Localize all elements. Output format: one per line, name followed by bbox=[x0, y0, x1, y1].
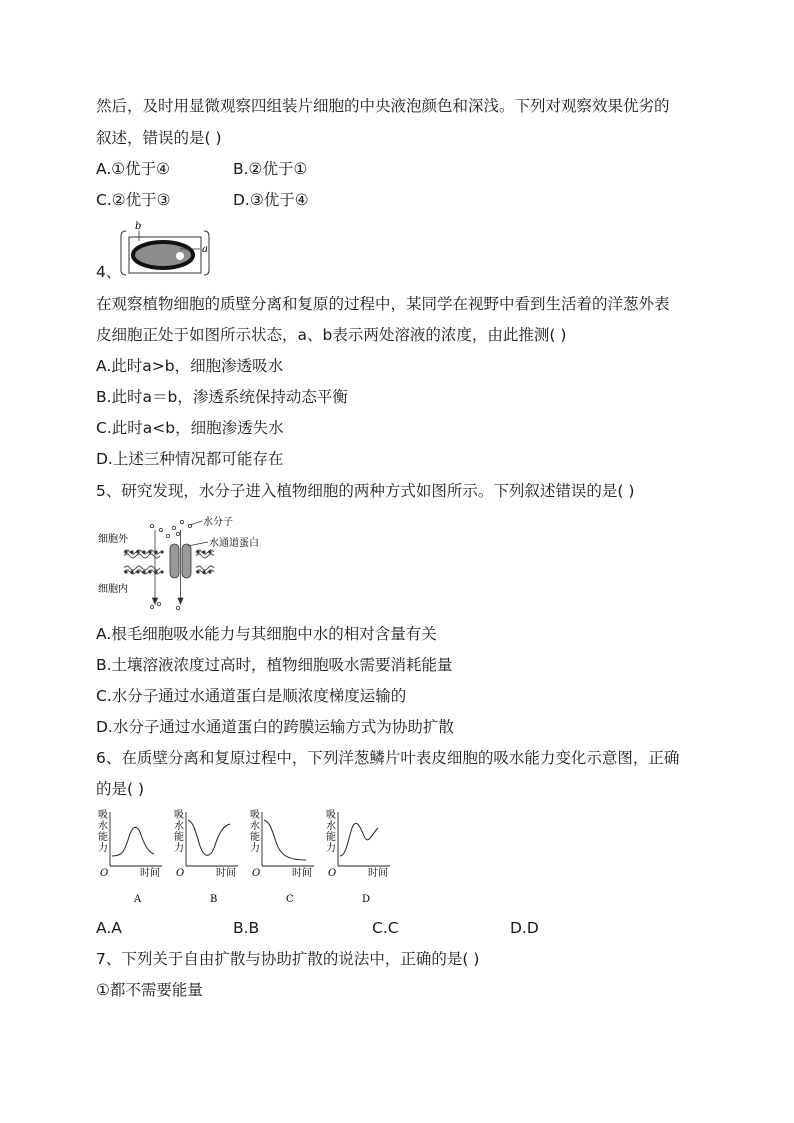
q5-option-b: B.土壤溶液浓度过高时，植物细胞吸水需要消耗能量 bbox=[96, 656, 453, 674]
q5-option-a: A.根毛细胞吸水能力与其细胞中水的相对含量有关 bbox=[96, 625, 437, 643]
q3-stem-line2: 叙述，错误的是( ) bbox=[96, 129, 222, 147]
q6-graph-c-ylabel-char: 力 bbox=[250, 843, 260, 854]
q5-stem: 5、研究发现，水分子进入植物细胞的两种方式如图所示。下列叙述错误的是( ) bbox=[96, 482, 635, 500]
q6-graph-c-xlabel: 时间 bbox=[292, 868, 312, 879]
q4-label-b: b bbox=[135, 221, 142, 232]
q3-option-a: A.①优于④ bbox=[96, 160, 171, 178]
q3-option-d: D.③优于④ bbox=[233, 191, 309, 209]
q6-graph-d-label: D bbox=[362, 894, 371, 905]
q6-option-c: C.C bbox=[372, 919, 399, 937]
q6-graph-d-ylabel-char: 吸 bbox=[326, 810, 336, 821]
q6-graph-a-ylabel-char: 力 bbox=[98, 843, 108, 854]
q6-graph-d-origin: O bbox=[328, 868, 337, 879]
q6-graph-c-ylabel-char: 吸 bbox=[250, 810, 260, 821]
q4-option-c: C.此时a<b，细胞渗透失水 bbox=[96, 419, 284, 437]
q3-option-c: C.②优于③ bbox=[96, 191, 171, 209]
q5-option-d: D.水分子通过水通道蛋白的跨膜运输方式为协助扩散 bbox=[96, 718, 454, 736]
q6-stem-line2: 的是( ) bbox=[96, 780, 145, 798]
q6-graph-b-curve bbox=[188, 820, 230, 855]
q6-option-a: A.A bbox=[96, 919, 122, 937]
q4-number: 4、 bbox=[96, 263, 122, 281]
q5-label-outside: 细胞外 bbox=[98, 534, 128, 545]
q5-label-inside: 细胞内 bbox=[98, 584, 128, 595]
q6-graph-c-ylabel-char: 水 bbox=[250, 821, 260, 832]
q6-graph-b-ylabel-char: 水 bbox=[174, 821, 184, 832]
q5-membrane-figure bbox=[96, 512, 272, 616]
q6-graph-b-ylabel-char: 能 bbox=[174, 832, 184, 843]
q6-graph-d-xlabel: 时间 bbox=[368, 868, 388, 879]
q6-graph-b-ylabel-char: 力 bbox=[174, 843, 184, 854]
q6-graph-b-label: B bbox=[210, 894, 218, 905]
q6-stem-line1: 6、在质壁分离和复原过程中，下列洋葱鳞片叶表皮细胞的吸水能力变化示意图，正确 bbox=[96, 749, 680, 767]
q5-option-c: C.水分子通过水通道蛋白是顺浓度梯度运输的 bbox=[96, 687, 407, 705]
q6-graph-d-curve bbox=[340, 823, 378, 856]
q4-stem-line1: 在观察植物细胞的质壁分离和复原的过程中，某同学在视野中看到生活着的洋葱外表 bbox=[96, 295, 670, 313]
q6-graph-d-ylabel-char: 力 bbox=[326, 843, 336, 854]
q6-graph-b-xlabel: 时间 bbox=[216, 868, 236, 879]
q6-graph-b-ylabel-char: 吸 bbox=[174, 810, 184, 821]
q6-graph-a-xlabel: 时间 bbox=[140, 868, 160, 879]
q6-graph-c-origin: O bbox=[252, 868, 261, 879]
q4-cell-figure bbox=[118, 218, 214, 280]
q4-label-a: a bbox=[202, 244, 208, 255]
q6-graph-a-ylabel-char: 能 bbox=[98, 832, 108, 843]
q4-stem-line2: 皮细胞正处于如图所示状态，a、b表示两处溶液的浓度，由此推测( ) bbox=[96, 326, 567, 344]
q6-graph-d-ylabel-char: 水 bbox=[326, 821, 336, 832]
q4-option-d: D.上述三种情况都可能存在 bbox=[96, 450, 284, 468]
q3-option-b: B.②优于① bbox=[233, 160, 308, 178]
q6-graph-a-curve bbox=[112, 827, 154, 856]
q6-graph-d-ylabel-char: 能 bbox=[326, 832, 336, 843]
q6-graph-c-curve bbox=[264, 820, 306, 860]
q6-graph-a-label: A bbox=[134, 894, 142, 905]
q5-label-water: 水分子 bbox=[203, 517, 233, 528]
q7-stem: 7、下列关于自由扩散与协助扩散的说法中，正确的是( ) bbox=[96, 950, 480, 968]
q6-option-b: B.B bbox=[233, 919, 260, 937]
q4-option-b: B.此时a＝b，渗透系统保持动态平衡 bbox=[96, 388, 348, 406]
q5-label-channel: 水通道蛋白 bbox=[209, 538, 259, 549]
q6-graphs-figure bbox=[96, 806, 406, 908]
q6-option-d: D.D bbox=[510, 919, 539, 937]
q7-item1: ①都不需要能量 bbox=[96, 981, 203, 999]
q6-graph-a-ylabel-char: 水 bbox=[98, 821, 108, 832]
q6-graph-c-ylabel-char: 能 bbox=[250, 832, 260, 843]
q3-stem-line1: 然后，及时用显微观察四组装片细胞的中央液泡颜色和深浅。下列对观察效果优劣的 bbox=[96, 97, 670, 115]
q6-graph-a-ylabel-char: 吸 bbox=[98, 810, 108, 821]
q4-option-a: A.此时a>b，细胞渗透吸水 bbox=[96, 357, 284, 375]
q6-graph-b-origin: O bbox=[176, 868, 185, 879]
q6-graph-a-origin: O bbox=[100, 868, 109, 879]
q6-graph-c-label: C bbox=[286, 894, 294, 905]
